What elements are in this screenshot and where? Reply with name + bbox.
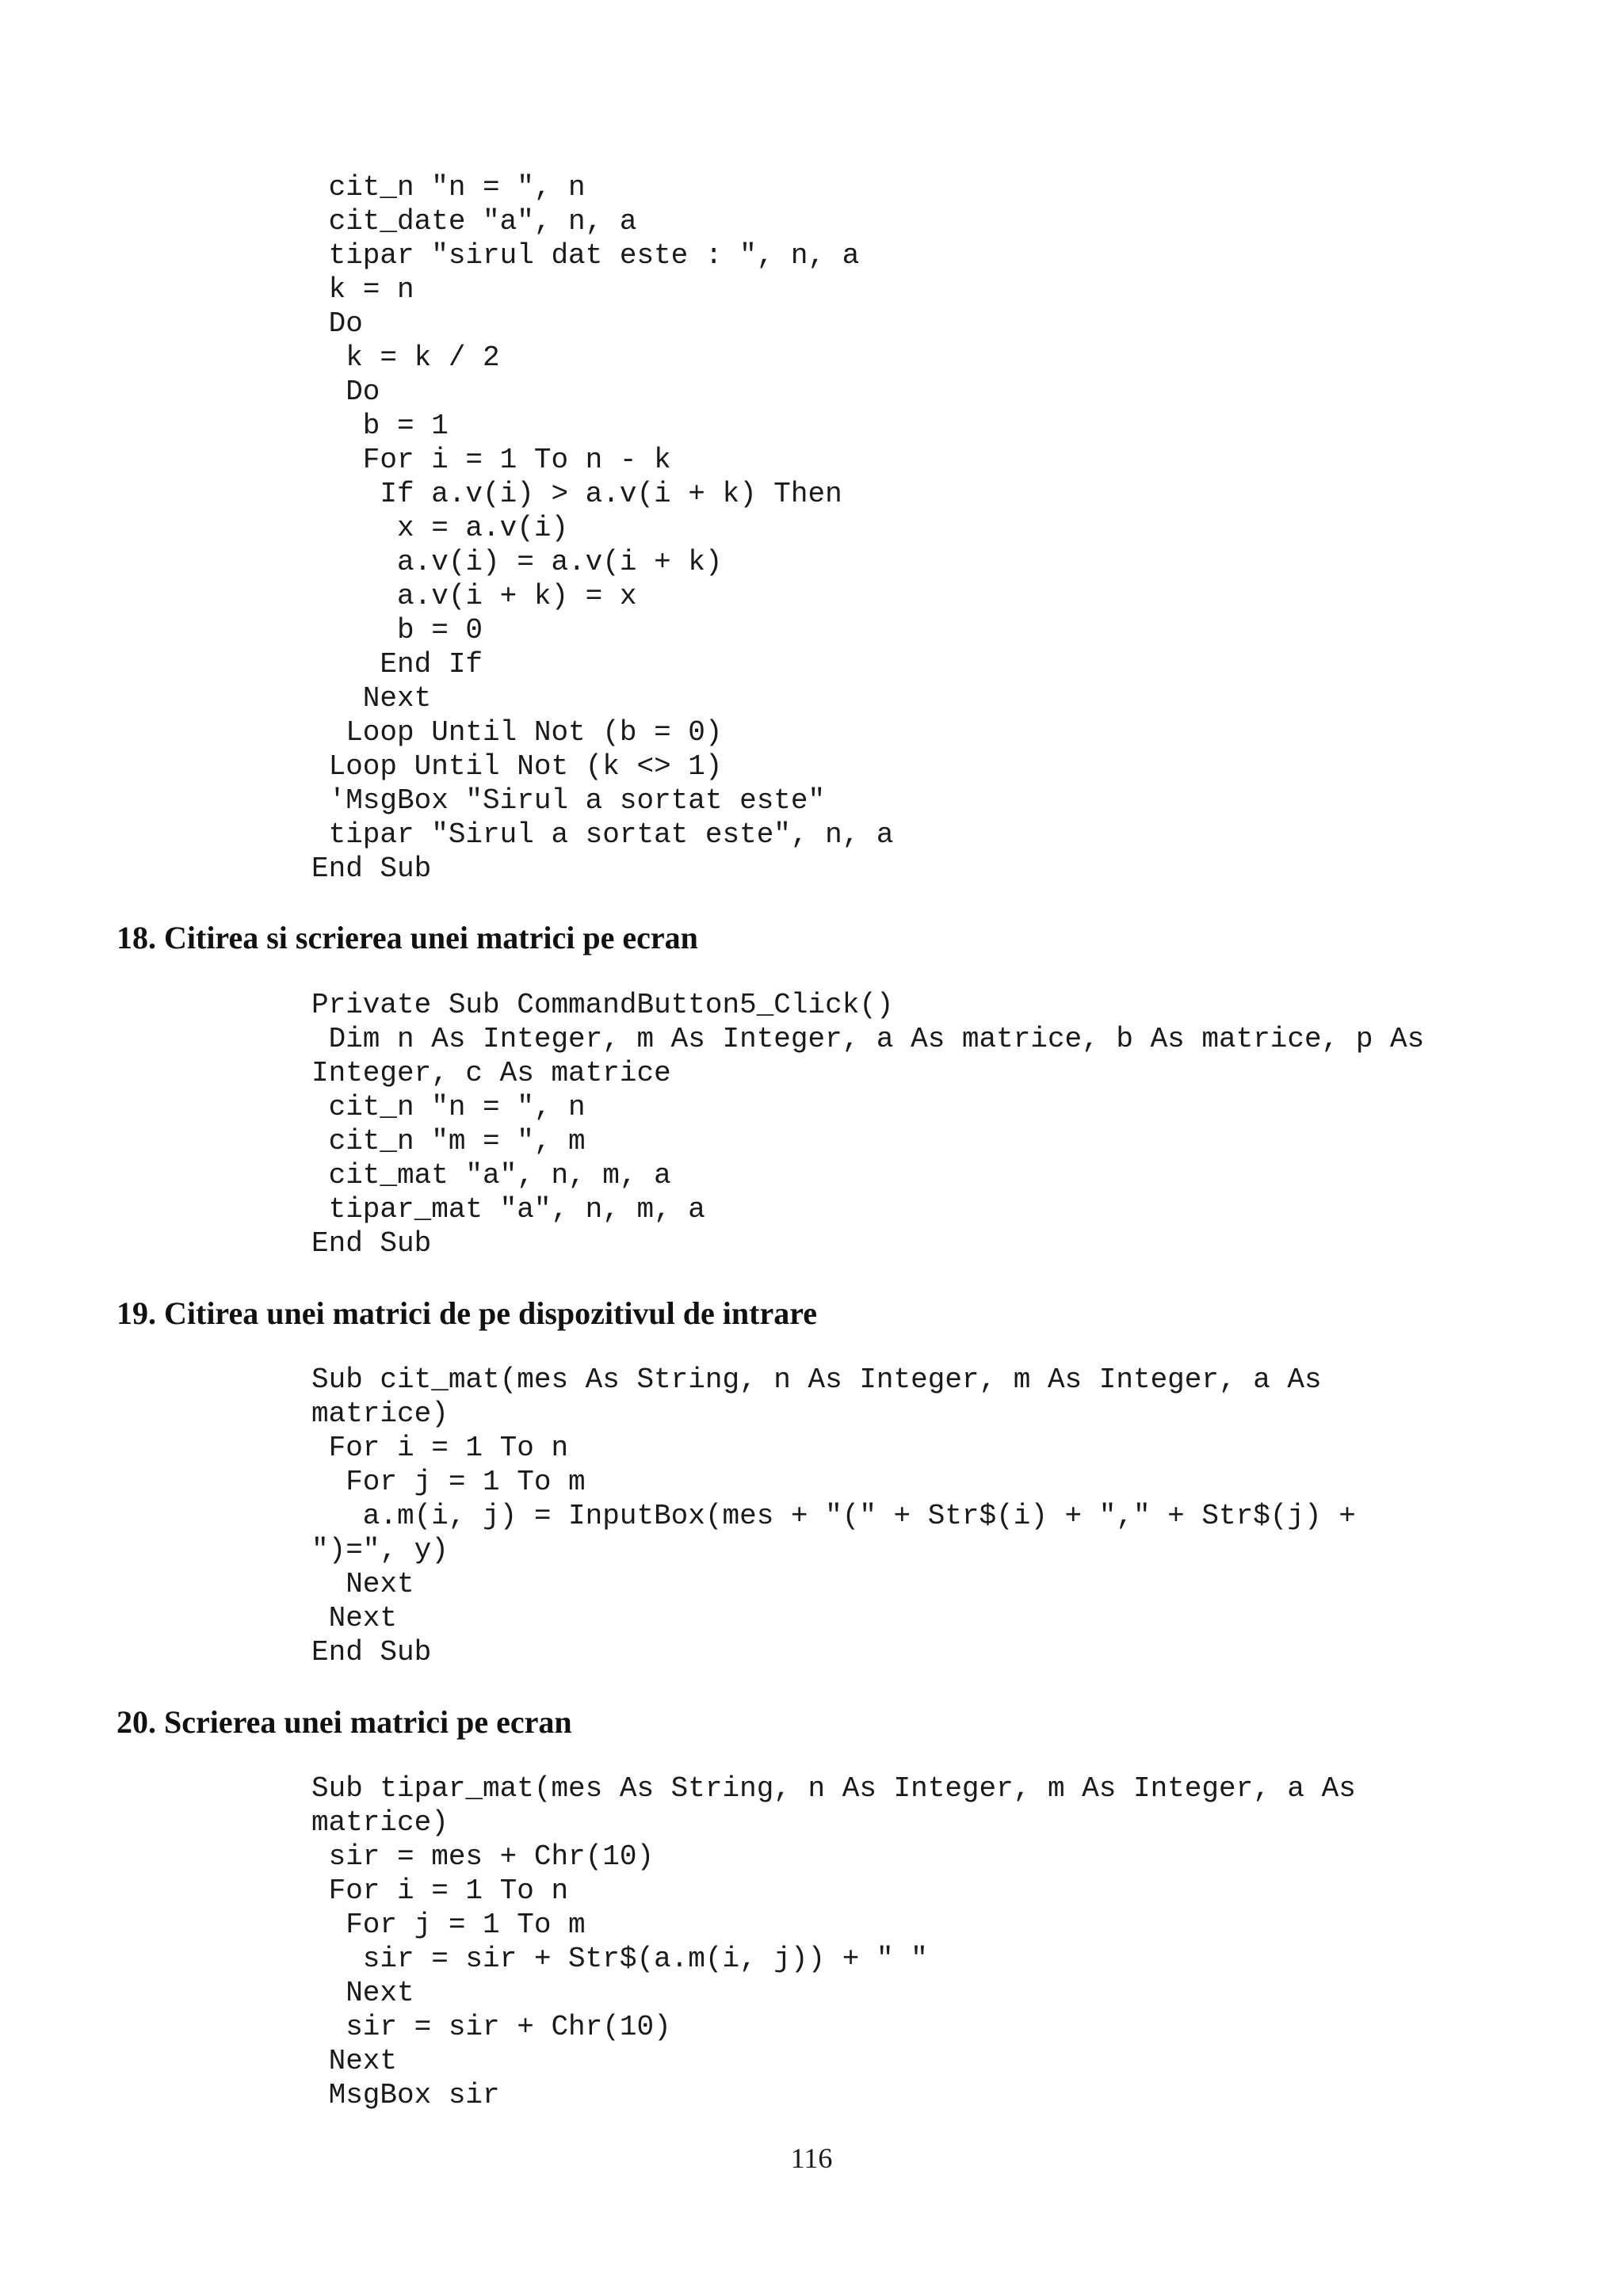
code-line: Integer, c As matrice: [311, 1057, 671, 1089]
code-line: For j = 1 To m: [311, 1909, 586, 1941]
code-line: b = 1: [311, 410, 449, 442]
code-line: Dim n As Integer, m As Integer, a As matrice, b As matrice, p As: [311, 1023, 1425, 1055]
section-heading-20: 20. Scrierea unei matrici pe ecran: [116, 1704, 572, 1740]
code-line: Do: [311, 307, 363, 340]
code-line: MsgBox sir: [311, 2079, 500, 2111]
code-line: Next: [311, 1568, 414, 1600]
code-line: End If: [311, 648, 483, 681]
code-line: Next: [311, 682, 432, 715]
code-line: a.v(i + k) = x: [311, 580, 637, 612]
code-line: tipar_mat "a", n, m, a: [311, 1193, 705, 1226]
code-line: a.m(i, j) = InputBox(mes + "(" + Str$(i) + "," + Str$(j) +: [311, 1500, 1356, 1532]
code-line: Sub cit_mat(mes As String, n As Integer, m As Integer, a As: [311, 1363, 1322, 1396]
code-line: a.v(i) = a.v(i + k): [311, 546, 723, 578]
code-line: For i = 1 To n: [311, 1875, 569, 1907]
code-line: x = a.v(i): [311, 512, 569, 544]
code-line: sir = sir + Str$(a.m(i, j)) + " ": [311, 1943, 928, 1975]
code-line: End Sub: [311, 1227, 432, 1260]
code-line: For j = 1 To m: [311, 1466, 586, 1498]
code-line: cit_n "m = ", m: [311, 1125, 586, 1158]
code-line: For i = 1 To n: [311, 1432, 569, 1464]
code-line: sir = sir + Chr(10): [311, 2011, 671, 2043]
code-block-sort: [311, 170, 894, 886]
code-block-20: [311, 1772, 1356, 2112]
code-line: sir = mes + Chr(10): [311, 1840, 655, 1873]
code-line: End Sub: [311, 1636, 432, 1669]
code-line: matrice): [311, 1398, 449, 1430]
code-line: cit_n "n = ", n: [311, 1091, 586, 1123]
code-line: End Sub: [311, 852, 432, 885]
code-line: cit_date "a", n, a: [311, 205, 637, 238]
code-line: 'MsgBox "Sirul a sortat este": [311, 784, 826, 817]
code-line: cit_mat "a", n, m, a: [311, 1159, 671, 1192]
code-line: Next: [311, 1977, 414, 2009]
code-block-19: [311, 1363, 1356, 1669]
code-line: For i = 1 To n - k: [311, 444, 671, 476]
code-line: Loop Until Not (b = 0): [311, 716, 723, 749]
code-line: Private Sub CommandButton5_Click(): [311, 989, 894, 1021]
section-heading-19: 19. Citirea unei matrici de pe dispozitivul de intrare: [116, 1295, 818, 1331]
code-line: If a.v(i) > a.v(i + k) Then: [311, 478, 842, 510]
code-line: Do: [311, 376, 380, 408]
section-heading-18: 18. Citirea si scrierea unei matrici pe ecran: [116, 920, 698, 955]
code-line: k = n: [311, 273, 414, 306]
code-line: ")=", y): [311, 1534, 449, 1566]
code-line: cit_n "n = ", n: [311, 171, 586, 204]
code-line: b = 0: [311, 614, 483, 646]
code-block-18: [311, 988, 1424, 1261]
code-line: Sub tipar_mat(mes As String, n As Integer, m As Integer, a As: [311, 1772, 1356, 1805]
page-number: 116: [790, 2142, 833, 2174]
code-line: Next: [311, 2045, 398, 2077]
code-line: tipar "sirul dat este : ", n, a: [311, 239, 860, 272]
code-line: k = k / 2: [311, 341, 500, 374]
code-line: tipar "Sirul a sortat este", n, a: [311, 818, 894, 851]
code-line: matrice): [311, 1806, 449, 1839]
code-line: Next: [311, 1602, 398, 1634]
code-line: Loop Until Not (k <> 1): [311, 750, 723, 783]
